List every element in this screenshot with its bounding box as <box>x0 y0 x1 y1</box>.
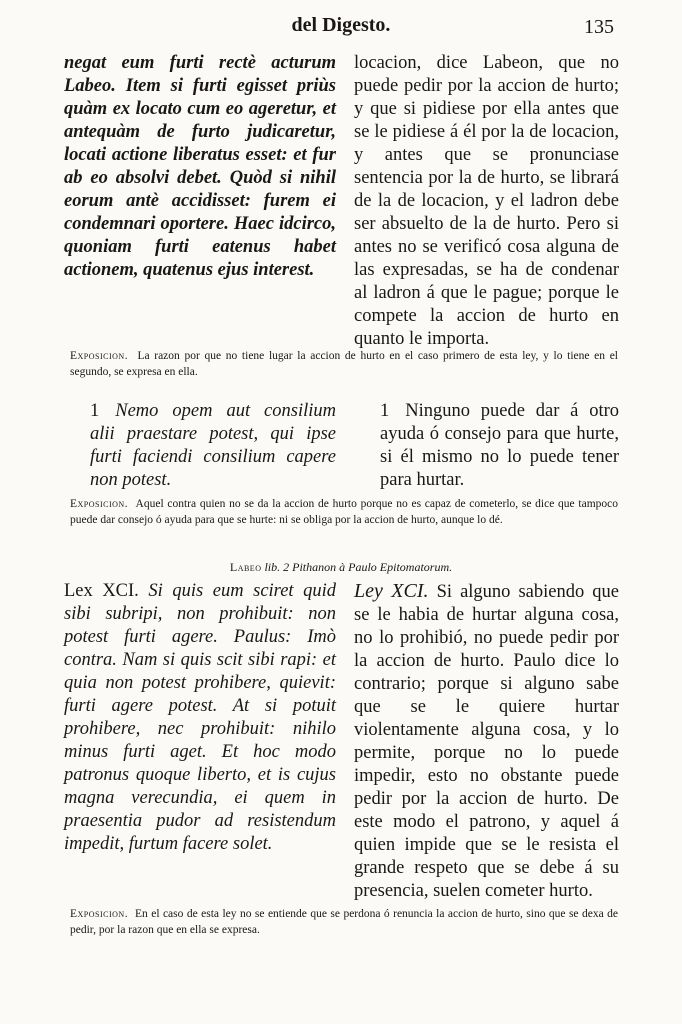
spanish-body: Ninguno puede dar á otro ayuda ó consejo para que hurte, si él mismo no lo puede tener para hurtar. <box>380 401 619 490</box>
page-number: 135 <box>584 16 614 38</box>
exposicion-note-1 <box>70 348 618 380</box>
attribution-author: Labeo <box>229 560 262 574</box>
section-number: 1 <box>90 401 100 421</box>
spanish-body: Si alguno sabiendo que se le habia de hurtar alguna cosa, no lo prohibió, no puede pedir por la accion de hurto. Paulo dice lo contrario; porque si alguno sabe que se le quiere hurtar violentamente alguna cosa, y lo permite, porque no lo puede impedir, esto no obstante puede pedir por la accion de hurto. De este modo el patrono, y aquel á quien impide que se le resista el grande respeto que se debe á su presencia, suelen cometer hurto. <box>354 582 620 901</box>
section-number: 1 <box>380 401 390 421</box>
attribution-text: Pithanon à Paulo Epitomatorum. <box>292 560 453 574</box>
spanish-text-1: locacion, dice Labeon, que no puede pedir por la accion de hurto; y que si pidiese por ella antes que se le pidiese á él por la de locacion, y antes que se pronunciase sentencia por la de hurto, se librará de la de locacion, y el ladron debe ser absuelto de la de hurto. Pero si antes no se verificó cosa alguna de las expresadas, se ha de condenar al ladron á que le pague; porque le compete la accion de hurto en quanto le importa. <box>354 53 619 349</box>
note-text: Aquel contra quien no se da la accion de hurto porque no es capaz de cometerlo, se dice que tampoco puede dar consejo ó ayuda para que se hurte: ni se obliga por la accion de hurto, aunque lo dé. <box>70 498 618 526</box>
lex-heading: Lex XCI. <box>64 581 139 601</box>
note-text: La razon por que no tiene lugar la accion de hurto en el caso primero de esta ley, y lo tiene en el segundo, se expresa en ella. <box>70 350 618 378</box>
ley-heading: Ley XCI. <box>354 580 429 602</box>
attribution-book: lib. 2 <box>264 560 290 574</box>
note-text: En el caso de esta ley no se entiende que se perdona ó renuncia la accion de hurto, sino que se dexa de pedir, por la razon que en ella se expresa. <box>70 908 618 936</box>
running-header: del Digesto. <box>291 14 391 36</box>
latin-text-2 <box>90 400 336 492</box>
exposicion-note-2 <box>70 496 618 528</box>
latin-text-3 <box>64 580 336 856</box>
note-label: Exposicion. <box>70 498 129 510</box>
latin-text-1: negat eum furti rectè acturum Labeo. Item si furti egisset priùs quàm ex locato cum eo ageretur, et antequàm de furto judicaretur, locati actione liberatus esset: et fur ab eo absolvi debet. Quòd si nihil eorum antè accidisset: furem ei condemnari oportere. Haec idcirco, quoniam furti eatenus habet actionem, quatenus ejus interest. <box>64 53 336 280</box>
spanish-text-3 <box>354 580 619 903</box>
note-label: Exposicion. <box>70 908 129 920</box>
note-label: Exposicion. <box>70 350 129 362</box>
latin-body: Si quis eum sciret quid sibi subripi, non prohibuit: non potest furti agere. Paulus: Imò contra. Nam si quis scit sibi rapi: et quia non potest prohibere, quievit: furti agere potest. At si potuit prohibere, nec prohibuit: nihilo minus furti aget. Et hoc modo patronus quoque liberto, et is cujus magna verecundia, ei quem in praesentia pudor ad resistendum impedit, furtum facere solet. <box>64 581 337 854</box>
exposicion-note-3 <box>70 906 618 938</box>
spanish-text-2 <box>380 400 619 492</box>
latin-body: Nemo opem aut consilium alii praestare potest, qui ipse furti faciendi consilium capere non potest. <box>90 401 336 490</box>
attribution-line <box>0 560 682 575</box>
